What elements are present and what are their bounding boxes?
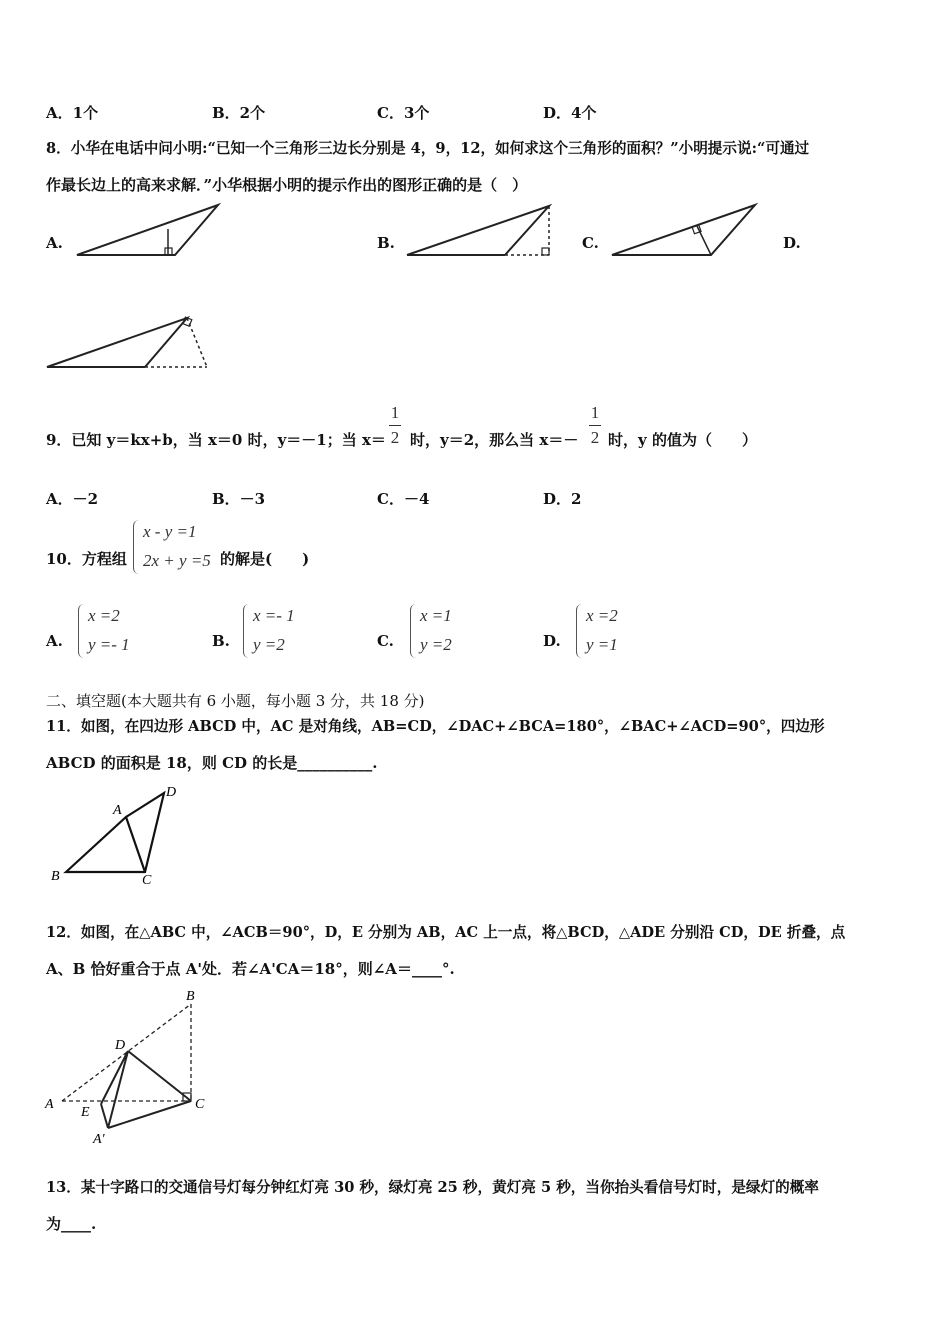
q7-option-a: A．1个	[46, 104, 99, 122]
q7-option-d: D．4个	[543, 104, 597, 122]
q9-option-c: C．－4	[377, 490, 430, 508]
q9-fraction-1	[389, 403, 401, 448]
q7-option-b: B．2个	[212, 104, 266, 122]
q9-option-a: A．－2	[46, 490, 99, 508]
q9-option-b: B．－3	[212, 490, 266, 508]
q11-figure	[0, 780, 200, 890]
q11-stem-line2: ABCD 的面积是 18，则 CD 的长是__________.	[46, 754, 378, 772]
q10-option-b-line2: y =2	[253, 635, 285, 654]
q10-option-c-label: C.	[377, 632, 394, 650]
q12-label-d: D	[115, 1038, 126, 1053]
q10-eq1: x - y =1	[143, 522, 197, 541]
q10-option-c-line2: y =2	[420, 635, 452, 654]
q8-option-b: B.	[377, 234, 395, 252]
q10-option-b-label: B.	[212, 632, 230, 650]
q10-option-b-system	[243, 604, 313, 660]
q10-eq2: 2x + y =5	[143, 551, 211, 570]
q8-stem-line1: 8．小华在电话中问小明:“已知一个三角形三边长分别是 4，9，12，如何求这个三角形的面积？”小明提示说:“可通过	[46, 140, 810, 157]
q8-stem-line2: 作最长边上的高来求解．”小华根据小明的提示作出的图形正确的是（ ）	[46, 176, 528, 194]
q12-stem-line2: A、B 恰好重合于点 A'处．若∠A'CA＝18°，则∠A＝____°.	[46, 960, 455, 978]
q9-frac1-den: 2	[390, 428, 400, 447]
q11-label-a: A	[113, 803, 122, 818]
q12-label-a-prime: A′	[93, 1132, 105, 1147]
q11-label-c: C	[142, 873, 152, 888]
q13-stem-line1: 13．某十字路口的交通信号灯每分钟红灯亮 30 秒，绿灯亮 25 秒，黄灯亮 5 秒，当你抬头看信号灯时，是绿灯的概率	[46, 1179, 819, 1196]
q9-stem-part1: 9．已知 y＝kx+b，当 x＝0 时，y＝－1；当 x＝	[46, 431, 386, 449]
q11-label-b: B	[51, 869, 60, 884]
q12-label-b: B	[186, 989, 195, 1004]
q10-option-a-system	[78, 604, 148, 660]
q10-option-c-line1: x =1	[420, 606, 452, 625]
q10-option-a-line2: y =- 1	[88, 635, 130, 654]
q8-option-d: D.	[783, 234, 801, 252]
q11-stem-line1: 11．如图，在四边形 ABCD 中，AC 是对角线，AB=CD，∠DAC+∠BCA=180°，∠BAC+∠ACD=90°，四边形	[46, 718, 825, 735]
q8-figure-d	[0, 0, 950, 400]
q12-stem-line1: 12．如图，在△ABC 中，∠ACB＝90°，D，E 分别为 AB，AC 上一点，将△BCD，△ADE 分别沿 CD，DE 折叠，点	[46, 924, 846, 941]
q9-fraction-2	[589, 403, 601, 448]
q10-option-a-label: A.	[46, 632, 63, 650]
q10-option-a-line1: x =2	[88, 606, 120, 625]
q10-option-d-label: D.	[543, 632, 561, 650]
q8-option-a: A.	[46, 234, 63, 252]
q12-label-e: E	[81, 1105, 90, 1120]
q10-option-b-line1: x =- 1	[253, 606, 295, 625]
q9-option-d: D．2	[543, 490, 582, 508]
q10-equation-system	[133, 520, 219, 576]
q13-stem-line2: 为____.	[46, 1215, 97, 1233]
q12-label-a: A	[45, 1097, 54, 1112]
q9-frac2-den: 2	[590, 428, 600, 447]
q9-frac1-num: 1	[390, 403, 400, 422]
q12-label-c: C	[195, 1097, 205, 1112]
q9-stem-part2: 时，y＝2，那么当 x＝－	[410, 431, 579, 449]
q10-option-d-system	[576, 604, 646, 660]
q10-stem-suffix: 的解是( )	[220, 550, 310, 568]
section-heading-fill-in: 二、填空题(本大题共有 6 小题，每小题 3 分，共 18 分)	[46, 692, 425, 710]
q9-stem-part3: 时，y 的值为（ ）	[608, 431, 757, 449]
q10-option-d-line2: y =1	[586, 635, 618, 654]
q7-option-c: C．3个	[377, 104, 430, 122]
q11-label-d: D	[166, 785, 177, 800]
q10-option-d-line1: x =2	[586, 606, 618, 625]
q9-frac2-num: 1	[590, 403, 600, 422]
q10-option-c-system	[410, 604, 480, 660]
q12-figure	[0, 980, 230, 1150]
q10-stem-prefix: 10．方程组	[46, 550, 127, 568]
q8-option-c: C.	[582, 234, 599, 252]
